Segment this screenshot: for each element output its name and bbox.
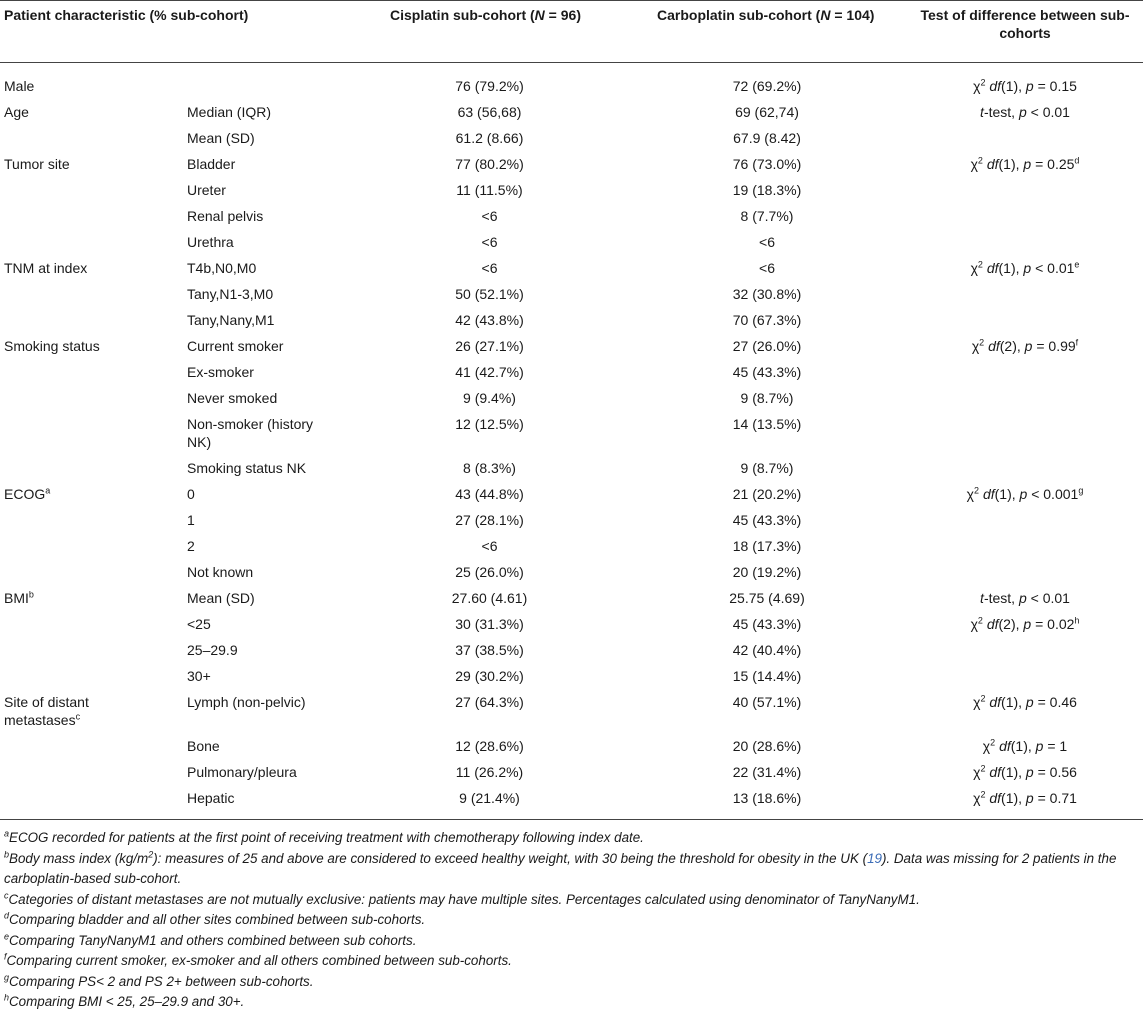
test-value <box>907 125 1143 151</box>
table-row <box>0 255 1143 281</box>
table-row <box>0 229 1143 255</box>
table-row <box>0 411 1143 455</box>
carboplatin-value: 67.9 (8.42) <box>733 130 801 146</box>
cisplatin-value: 37 (38.5%) <box>455 642 524 658</box>
footnote-a: $^a$ECOG recorded for patients at the first point of receiving treatment with chemotherapy following index date. <box>4 828 644 845</box>
carboplatin-value: 45 (43.3%) <box>732 616 802 632</box>
test-value <box>907 637 1143 663</box>
carboplatin-value: 76 (73.0%) <box>732 156 802 172</box>
carboplatin-value: <6 <box>759 234 775 250</box>
test-value <box>907 359 1143 385</box>
cisplatin-value: 63 (56,68) <box>457 104 522 120</box>
footnote-g: $^g$Comparing PS< 2 and PS 2+ between sub-cohorts. <box>4 972 314 989</box>
table-row <box>0 455 1143 481</box>
row-characteristic <box>0 663 187 689</box>
cisplatin-value: 27.60 (4.61) <box>451 590 528 606</box>
header-patient-characteristic: Patient characteristic (% sub-cohort) <box>0 1 352 63</box>
table-row <box>0 533 1143 559</box>
table-row <box>0 733 1143 759</box>
row-subcategory: 2 <box>187 538 195 554</box>
table-row <box>0 637 1143 663</box>
carboplatin-value: <6 <box>759 260 775 276</box>
table-row <box>0 585 1143 611</box>
cisplatin-value: 9 (21.4%) <box>352 785 627 820</box>
test-value <box>907 229 1143 255</box>
row-characteristic <box>0 455 187 481</box>
footnote-e: $^e$Comparing TanyNanyM1 and others combined between sub cohorts. <box>4 931 417 948</box>
cisplatin-value: 12 (12.5%) <box>455 416 524 432</box>
carboplatin-value: 13 (18.6%) <box>627 785 907 820</box>
row-characteristic: BMI$^b$ <box>4 589 34 606</box>
test-value <box>907 177 1143 203</box>
row-subcategory: Never smoked <box>187 390 278 406</box>
row-subcategory: Pulmonary/pleura <box>187 764 297 780</box>
row-subcategory: Bladder <box>187 156 236 172</box>
row-subcategory: Lymph (non-pelvic) <box>187 694 306 710</box>
test-value: $\chi^2$ df(1), p = 0.71 <box>907 785 1143 820</box>
carboplatin-value: 42 (40.4%) <box>732 642 802 658</box>
table-row <box>0 481 1143 507</box>
row-characteristic <box>0 611 187 637</box>
row-subcategory: 0 <box>187 486 195 502</box>
table-row <box>0 507 1143 533</box>
test-value <box>907 281 1143 307</box>
row-characteristic <box>0 733 187 759</box>
test-value: $\chi^2$ df(1), p = 1 <box>982 737 1068 754</box>
cisplatin-value: 30 (31.3%) <box>455 616 524 632</box>
row-subcategory: <25 <box>187 616 211 632</box>
row-subcategory: 30+ <box>187 668 211 684</box>
reference-link[interactable]: 19 <box>867 850 882 866</box>
row-subcategory: Hepatic <box>187 785 352 820</box>
test-value: $\chi^2$ df(1), p = 0.56 <box>973 763 1077 780</box>
table-row <box>0 611 1143 637</box>
table-row <box>0 333 1143 359</box>
row-subcategory: Ex-smoker <box>187 364 254 380</box>
header-carboplatin: Carboplatin sub-cohort (N = 104) <box>627 1 907 63</box>
table-row <box>0 785 1143 820</box>
row-subcategory: 25–29.9 <box>187 642 238 658</box>
cisplatin-value: 26 (27.1%) <box>455 338 524 354</box>
row-subcategory: Non-smoker (history NK) <box>187 416 314 450</box>
cisplatin-value: 43 (44.8%) <box>455 486 524 502</box>
test-value: t-test, p < 0.01 <box>980 590 1070 606</box>
row-characteristic <box>0 203 187 229</box>
cisplatin-value: 11 (26.2%) <box>455 764 524 780</box>
row-subcategory: Bone <box>187 738 220 754</box>
row-characteristic <box>0 411 187 455</box>
row-subcategory: Renal pelvis <box>187 208 264 224</box>
row-subcategory: Mean (SD) <box>187 590 255 606</box>
row-characteristic <box>0 177 187 203</box>
footnote-c: $^c$Categories of distant metastases are not mutually exclusive: patients may have multiple sites. Percentages calculated using denominator of TanyNanyM1. <box>4 890 920 907</box>
footnote-d: $^d$Comparing bladder and all other sites combined between sub-cohorts. <box>4 910 426 927</box>
row-subcategory: T4b,N0,M0 <box>187 260 257 276</box>
carboplatin-value: 69 (62,74) <box>735 104 799 120</box>
carboplatin-value: 20 (19.2%) <box>732 564 802 580</box>
footnote-h: $^h$Comparing BMI < 25, 25–29.9 and 30+. <box>4 992 245 1009</box>
row-characteristic: Tumor site <box>4 156 70 172</box>
carboplatin-value: 18 (17.3%) <box>732 538 802 554</box>
header-test-of-difference: Test of difference between sub-cohorts <box>907 1 1143 63</box>
row-subcategory: Urethra <box>187 234 234 250</box>
carboplatin-value: 22 (31.4%) <box>732 764 802 780</box>
row-characteristic: Male <box>4 78 35 94</box>
table-row <box>0 151 1143 177</box>
test-value: $\chi^2$ df(1), p = 0.46 <box>973 693 1077 710</box>
table-row <box>0 203 1143 229</box>
test-value <box>907 203 1143 229</box>
table-row <box>0 99 1143 125</box>
table-row <box>0 359 1143 385</box>
cisplatin-value: 27 (64.3%) <box>455 694 524 710</box>
test-value <box>907 533 1143 559</box>
cisplatin-value: <6 <box>481 208 498 224</box>
carboplatin-value: 9 (8.7%) <box>740 390 794 406</box>
carboplatin-value: 21 (20.2%) <box>732 486 802 502</box>
row-characteristic <box>0 637 187 663</box>
test-value <box>907 385 1143 411</box>
cisplatin-value: <6 <box>481 234 498 250</box>
row-subcategory: Median (IQR) <box>187 104 272 120</box>
cisplatin-value: 50 (52.1%) <box>455 286 524 302</box>
row-characteristic <box>0 785 187 820</box>
row-subcategory: 1 <box>187 512 195 528</box>
row-characteristic <box>0 281 187 307</box>
footnote-f: $^f$Comparing current smoker, ex-smoker and all others combined between sub-cohorts. <box>4 951 512 968</box>
carboplatin-value: 14 (13.5%) <box>732 416 802 432</box>
carboplatin-value: 19 (18.3%) <box>732 182 802 198</box>
carboplatin-value: 27 (26.0%) <box>732 338 802 354</box>
row-characteristic <box>0 307 187 333</box>
cisplatin-value: 25 (26.0%) <box>455 564 524 580</box>
table-row <box>0 281 1143 307</box>
row-subcategory: Mean (SD) <box>187 130 255 146</box>
table-row <box>0 385 1143 411</box>
cisplatin-value: 9 (9.4%) <box>463 390 516 406</box>
cisplatin-value: <6 <box>481 538 498 554</box>
carboplatin-value: 45 (43.3%) <box>732 364 802 380</box>
carboplatin-value: 40 (57.1%) <box>732 694 802 710</box>
cisplatin-value: 11 (11.5%) <box>456 182 523 198</box>
test-value: t-test, p < 0.01 <box>980 104 1070 120</box>
cisplatin-value: 42 (43.8%) <box>455 312 524 328</box>
test-value: $\chi^2$ df(2), p = 0.02$^h$ <box>970 615 1080 632</box>
row-characteristic: Age <box>4 104 29 120</box>
cisplatin-value: 41 (42.7%) <box>455 364 524 380</box>
cisplatin-value: 12 (28.6%) <box>455 738 524 754</box>
carboplatin-value: 32 (30.8%) <box>732 286 802 302</box>
table-row <box>0 559 1143 585</box>
row-characteristic <box>0 759 187 785</box>
table-row <box>0 759 1143 785</box>
carboplatin-value: 70 (67.3%) <box>732 312 802 328</box>
test-value: $\chi^2$ df(1), p = 0.15 <box>973 77 1077 94</box>
row-characteristic: ECOG$^a$ <box>4 485 51 502</box>
test-value: $\chi^2$ df(1), p = 0.25$^d$ <box>970 155 1080 172</box>
table-footnotes <box>0 820 1143 1013</box>
carboplatin-value: 15 (14.4%) <box>732 668 802 684</box>
row-characteristic: TNM at index <box>4 260 88 276</box>
test-value <box>907 559 1143 585</box>
row-subcategory: Current smoker <box>187 338 284 354</box>
cisplatin-value: 8 (8.3%) <box>463 460 516 476</box>
row-characteristic <box>0 507 187 533</box>
footnote-b: $^b$Body mass index $(kg/m^2)$: measures of 25 and above are considered to exceed healthy weight, with 30 being the threshold for obesity in the UK (19). Data was missing for 2 patients in the carboplatin-based sub-cohort. <box>4 849 1117 886</box>
carboplatin-value: 25.75 (4.69) <box>729 590 805 606</box>
row-characteristic: Smoking status <box>4 338 100 354</box>
carboplatin-value: 9 (8.7%) <box>740 460 794 476</box>
row-characteristic <box>0 125 187 151</box>
table-row <box>0 177 1143 203</box>
table-row <box>0 689 1143 733</box>
row-characteristic <box>0 533 187 559</box>
carboplatin-value: 72 (69.2%) <box>732 78 802 94</box>
row-subcategory: Tany,N1-3,M0 <box>187 286 274 302</box>
row-subcategory: Ureter <box>187 182 226 198</box>
table-header-row <box>0 1 1143 63</box>
cisplatin-value: 29 (30.2%) <box>455 668 524 684</box>
cisplatin-value: 27 (28.1%) <box>455 512 524 528</box>
row-subcategory: Smoking status NK <box>187 460 307 476</box>
test-value <box>907 663 1143 689</box>
test-value <box>907 455 1143 481</box>
cisplatin-value: <6 <box>481 260 498 276</box>
test-value: $\chi^2$ df(2), p = 0.99$^f$ <box>971 337 1079 354</box>
cisplatin-value: 61.2 (8.66) <box>455 130 524 146</box>
cisplatin-value: 76 (79.2%) <box>455 78 524 94</box>
table-row <box>0 63 1143 100</box>
carboplatin-value: 8 (7.7%) <box>740 208 794 224</box>
row-characteristic <box>0 229 187 255</box>
header-cisplatin: Cisplatin sub-cohort (N = 96) <box>352 1 627 63</box>
row-characteristic <box>0 359 187 385</box>
test-value: $\chi^2$ df(1), p < 0.001$^g$ <box>966 485 1084 502</box>
table-row <box>0 307 1143 333</box>
test-value: $\chi^2$ df(1), p < 0.01$^e$ <box>970 259 1080 276</box>
test-value <box>907 411 1143 455</box>
row-subcategory: Tany,Nany,M1 <box>187 312 275 328</box>
row-characteristic: Site of distant metastases$^c$ <box>4 694 89 728</box>
row-subcategory <box>187 63 352 100</box>
row-subcategory: Not known <box>187 564 254 580</box>
carboplatin-value: 20 (28.6%) <box>732 738 802 754</box>
test-value <box>907 507 1143 533</box>
test-value <box>907 307 1143 333</box>
table-row <box>0 125 1143 151</box>
table-row <box>0 663 1143 689</box>
carboplatin-value: 45 (43.3%) <box>732 512 802 528</box>
row-characteristic <box>0 559 187 585</box>
row-characteristic <box>0 385 187 411</box>
cisplatin-value: 77 (80.2%) <box>455 156 524 172</box>
